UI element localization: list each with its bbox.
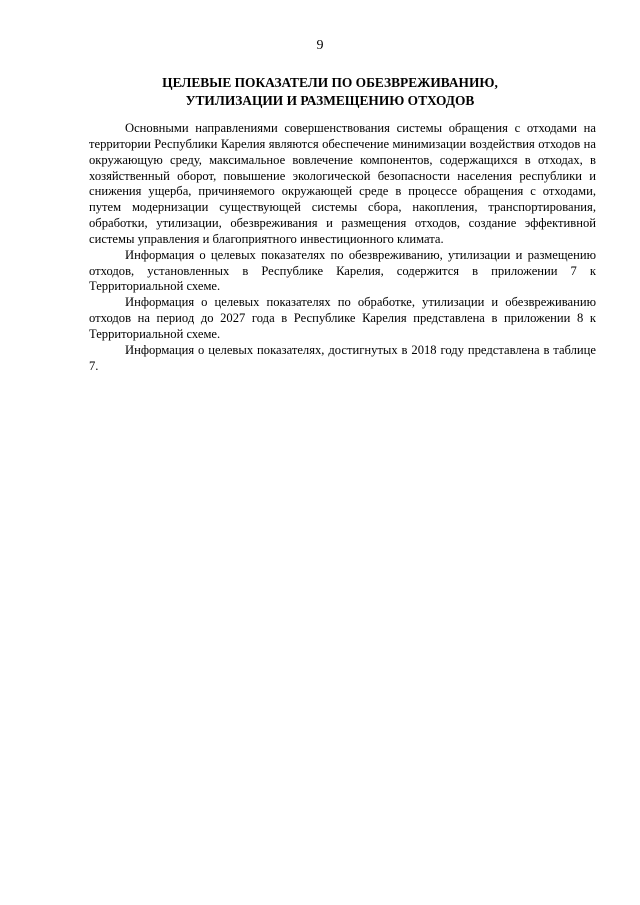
- section-heading: [90, 74, 570, 110]
- paragraph-goals: Основными направлениями совершенствования системы обращения с отходами на территории Республики Карелия являются обеспечение минимизации воздействия отходов на окружающую среду, максимальное вовлечение компонентов, содержащихся в отходах, в хозяйственный оборот, повышение экологической безопасности населения республики и снижения ущерба, причиняемого окружающей среде в процессе обращения с отходами, путем модернизации существующей системы сбора, накопления, транспортирования, обработки, утилизации, обезвреживания и размещения отходов, создание эффективной системы управления и благоприятного инвестиционного климата.: [89, 121, 596, 246]
- paragraph-appendix-7: Информация о целевых показателях по обезвреживанию, утилизации и размещению отходов, установленных в Республике Карелия, содержится в приложении 7 к Территориальной схеме.: [89, 247, 596, 294]
- paragraph-appendix-8: Информация о целевых показателях по обработке, утилизации и обезвреживанию отходов на период до 2027 года в Республике Карелия представлена в приложении 8 к Территориальной схеме.: [89, 295, 596, 341]
- heading-line-2: УТИЛИЗАЦИИ И РАЗМЕЩЕНИЮ ОТХОДОВ: [185, 93, 475, 108]
- heading-line-1: ЦЕЛЕВЫЕ ПОКАЗАТЕЛИ ПО ОБЕЗВРЕЖИВАНИЮ,: [162, 75, 498, 90]
- body-text: [89, 121, 596, 375]
- page-number: 9: [316, 38, 324, 53]
- paragraph-table-7: Информация о целевых показателях, достигнутых в 2018 году представлена в таблице 7.: [89, 342, 596, 373]
